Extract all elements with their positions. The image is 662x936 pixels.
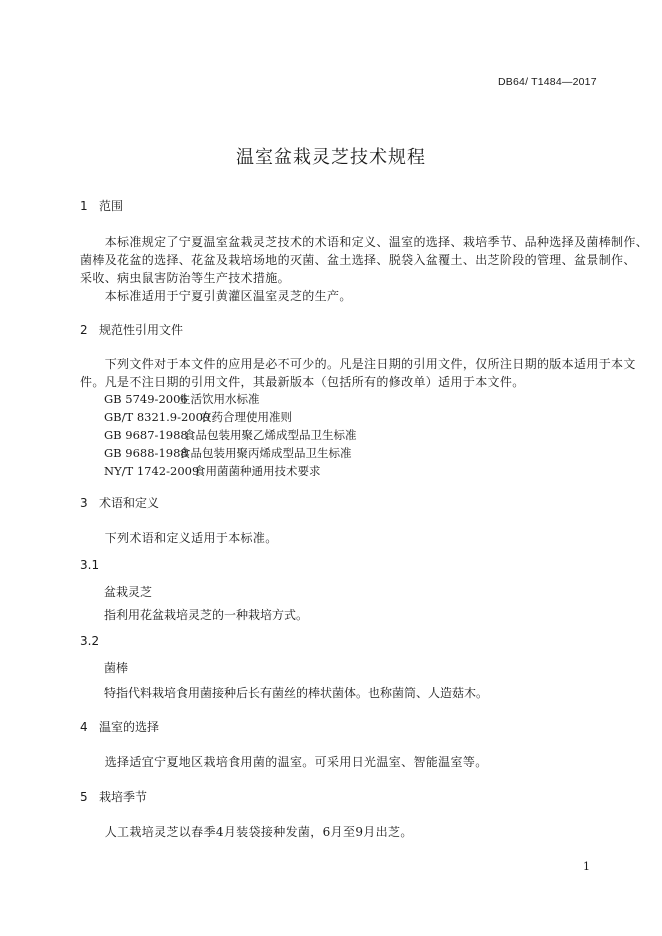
term-definition: 特指代料栽培食用菌接种后长有菌丝的棒状菌体。也称菌筒、人造菇木。 [104, 686, 489, 700]
section-1-heading [80, 197, 123, 214]
paragraph-line: 下列术语和定义适用于本标准。 [80, 531, 278, 545]
reference-item [104, 409, 292, 425]
section-5-heading [80, 788, 147, 805]
paragraph-line: 本标准规定了宁夏温室盆栽灵芝技术的术语和定义、温室的选择、栽培季节、品种选择及菌棒制作、 [80, 235, 649, 249]
reference-code: GB 9688-1988 [104, 446, 188, 460]
section-number: 4 [80, 720, 88, 734]
section-4-heading [80, 718, 159, 735]
section-title: 栽培季节 [99, 790, 148, 804]
section-number: 5 [80, 790, 88, 804]
section-number: 1 [80, 199, 88, 213]
reference-code: GB/T 8321.9-2009 [104, 410, 211, 424]
section-title: 术语和定义 [99, 496, 160, 510]
paragraph-line: 本标准适用于宁夏引黄灌区温室灵芝的生产。 [80, 289, 352, 303]
paragraph-line: 采收、病虫鼠害防治等生产技术措施。 [80, 271, 290, 285]
section-number: 3 [80, 496, 88, 510]
paragraph-line: 件。凡是不注日期的引用文件，其最新版本（包括所有的修改单）适用于本文件。 [80, 375, 525, 389]
section-title: 范围 [99, 199, 124, 213]
reference-name: 食品包装用聚丙烯成型品卫生标准 [179, 446, 352, 460]
reference-code: GB 9687-1988 [104, 428, 188, 442]
reference-name: 食用菌菌种通用技术要求 [194, 464, 321, 478]
term-name: 菌棒 [104, 661, 129, 675]
reference-code: NY/T 1742-2009 [104, 464, 200, 478]
section-number: 2 [80, 323, 88, 337]
term-definition: 指利用花盆栽培灵芝的一种栽培方式。 [104, 608, 309, 622]
document-code: DB64/ T1484—2017 [498, 76, 597, 88]
document-title: 温室盆栽灵芝技术规程 [236, 147, 426, 168]
paragraph-line: 菌棒及花盆的选择、花盆及栽培场地的灭菌、盆土选择、脱袋入盆覆土、出芝阶段的管理、盆景制作、 [80, 253, 636, 267]
term-name: 盆栽灵芝 [104, 585, 153, 599]
section-3-heading [80, 494, 159, 511]
reference-name: 食品包装用聚乙烯成型品卫生标准 [184, 428, 357, 442]
page-number: 1 [583, 860, 590, 873]
paragraph-line: 人工栽培灵芝以春季4月装袋接种发菌，6月至9月出芝。 [80, 825, 413, 839]
section-title: 规范性引用文件 [99, 323, 184, 337]
paragraph-line: 下列文件对于本文件的应用是必不可少的。凡是注日期的引用文件，仅所注日期的版本适用于本文 [80, 357, 636, 371]
reference-name: 农药合理使用准则 [200, 410, 292, 424]
subclause-number: 3.1 [80, 558, 100, 572]
subclause-number: 3.2 [80, 634, 100, 648]
reference-name: 生活饮用水标准 [179, 392, 260, 406]
reference-code: GB 5749-2006 [104, 392, 188, 406]
reference-item [104, 427, 357, 443]
reference-item [104, 445, 352, 461]
section-2-heading [80, 321, 183, 338]
reference-item [104, 391, 260, 407]
section-title: 温室的选择 [99, 720, 160, 734]
paragraph-line: 选择适宜宁夏地区栽培食用菌的温室。可采用日光温室、智能温室等。 [80, 755, 488, 769]
reference-item [104, 463, 321, 479]
